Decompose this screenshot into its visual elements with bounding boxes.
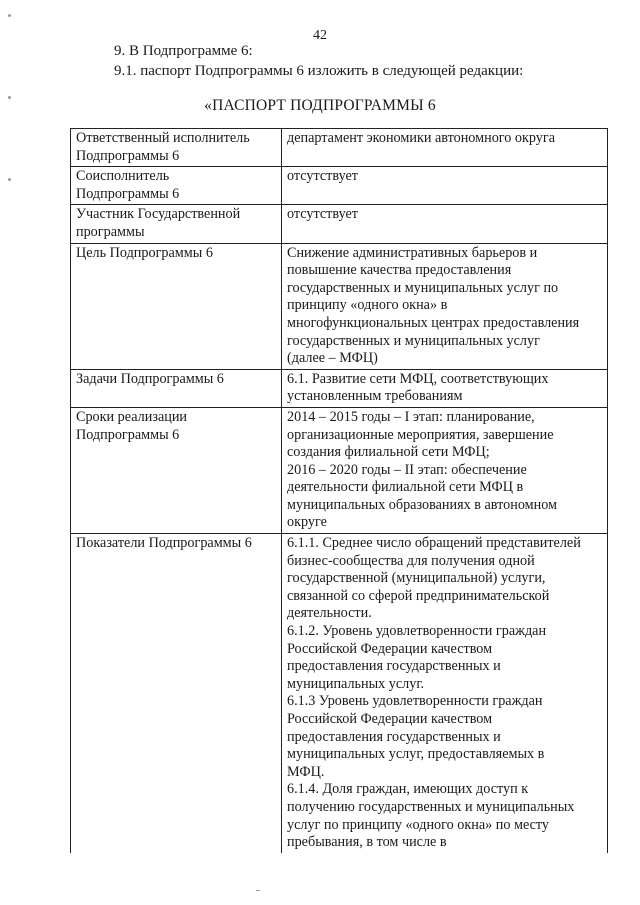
- table-row: [71, 243, 608, 369]
- row-value-line: деятельности филиальной сети МФЦ в: [287, 479, 524, 496]
- row-label-line: Подпрограммы 6: [76, 185, 180, 202]
- row-value-line: получению государственных и муниципальных: [287, 798, 575, 815]
- row-label-cell: [71, 369, 282, 407]
- document-heading: «ПАСПОРТ ПОДПРОГРАММЫ 6: [204, 97, 436, 114]
- row-value-line: предоставления государственных и: [287, 658, 501, 675]
- row-value-cell: [282, 534, 608, 853]
- row-value-line: Российской Федерации качеством: [287, 640, 493, 657]
- page-number: 42: [313, 28, 327, 43]
- row-value-cell: [282, 369, 608, 407]
- row-value-cell: [282, 407, 608, 533]
- row-label-line: Соисполнитель: [76, 168, 170, 185]
- row-value-line: многофункциональных центрах предоставления: [287, 314, 580, 331]
- row-value-line: государственных и муниципальных услуг: [287, 332, 540, 349]
- row-label-cell: [71, 167, 282, 205]
- row-label-cell: [71, 205, 282, 243]
- row-label-cell: [71, 243, 282, 369]
- row-label-line: программы: [76, 223, 145, 240]
- row-value-line: муниципальных услуг.: [287, 675, 425, 692]
- row-value-line: организационные мероприятия, завершение: [287, 426, 554, 443]
- row-label-line: Ответственный исполнитель: [76, 130, 250, 146]
- passport-table: [70, 128, 608, 853]
- row-value-line: 6.1.3 Уровень удовлетворенности граждан: [287, 693, 543, 710]
- row-value-cell: [282, 167, 608, 205]
- row-value-line: 2016 – 2020 годы – II этап: обеспечение: [287, 461, 527, 478]
- row-value-line: 6.1.4. Доля граждан, имеющих доступ к: [287, 781, 529, 798]
- row-value-cell: [282, 205, 608, 243]
- row-value-line: 2014 – 2015 годы – I этап: планирование,: [287, 408, 535, 425]
- table-body: [71, 129, 608, 853]
- intro-line: 9. В Подпрограмме 6:: [114, 43, 253, 59]
- row-value-line: округе: [287, 514, 327, 531]
- table-row: [71, 205, 608, 243]
- row-label-cell: [71, 407, 282, 533]
- row-label-line: Подпрограммы 6: [76, 426, 180, 443]
- row-value-line: отсутствует: [287, 206, 358, 223]
- scan-mark: [8, 14, 11, 17]
- row-label-line: Участник Государственной: [76, 206, 241, 223]
- intro-line: 9.1. паспорт Подпрограммы 6 изложить в следующей редакции:: [114, 63, 524, 79]
- row-value-line: деятельности.: [287, 605, 372, 622]
- table-row: [71, 534, 608, 853]
- row-label-line: Сроки реализации: [76, 408, 188, 425]
- row-value-line: муниципальных услуг, предоставляемых в: [287, 746, 545, 763]
- row-label-line: Показатели Подпрограммы 6: [76, 535, 252, 552]
- row-value-line: принципу «одного окна» в: [287, 297, 448, 314]
- table-row: [71, 129, 608, 167]
- table-row: [71, 167, 608, 205]
- row-value-line: департамент экономики автономного округа: [287, 130, 556, 146]
- row-value-line: предоставления государственных и: [287, 728, 501, 745]
- row-value-line: отсутствует: [287, 168, 358, 185]
- row-value-line: бизнес-сообщества для получения одной: [287, 552, 535, 569]
- row-label-cell: [71, 534, 282, 853]
- row-value-cell: [282, 243, 608, 369]
- table-row: [71, 407, 608, 533]
- row-value-line: МФЦ.: [287, 763, 325, 780]
- row-value-line: повышение качества предоставления: [287, 262, 512, 279]
- row-label-cell: [71, 129, 282, 167]
- row-value-line: 6.1.2. Уровень удовлетворенности граждан: [287, 623, 547, 640]
- row-value-line: 6.1. Развитие сети МФЦ, соответствующих: [287, 370, 549, 387]
- row-value-line: (далее – МФЦ): [287, 350, 378, 367]
- row-label-line: Задачи Подпрограммы 6: [76, 370, 224, 387]
- row-value-line: услуг по принципу «одного окна» по месту: [287, 816, 550, 833]
- scan-mark: [8, 178, 11, 181]
- row-value-line: муниципальных образованиях в автономном: [287, 496, 558, 513]
- row-value-line: установленным требованиям: [287, 388, 463, 405]
- row-label-line: Подпрограммы 6: [76, 147, 180, 164]
- row-value-line: создания филиальной сети МФЦ;: [287, 444, 490, 461]
- row-value-line: государственной (муниципальной) услуги,: [287, 570, 546, 587]
- scan-mark: [256, 890, 260, 891]
- row-value-line: 6.1.1. Среднее число обращений представителей: [287, 535, 581, 552]
- row-value-cell: [282, 129, 608, 167]
- row-value-line: Снижение административных барьеров и: [287, 244, 538, 261]
- row-label-line: Цель Подпрограммы 6: [76, 244, 213, 261]
- row-value-line: связанной со сферой предпринимательской: [287, 587, 550, 604]
- row-value-line: пребывания, в том числе в: [287, 834, 447, 851]
- table-row: [71, 369, 608, 407]
- row-value-line: Российской Федерации качеством: [287, 711, 493, 727]
- row-value-line: государственных и муниципальных услуг по: [287, 279, 559, 296]
